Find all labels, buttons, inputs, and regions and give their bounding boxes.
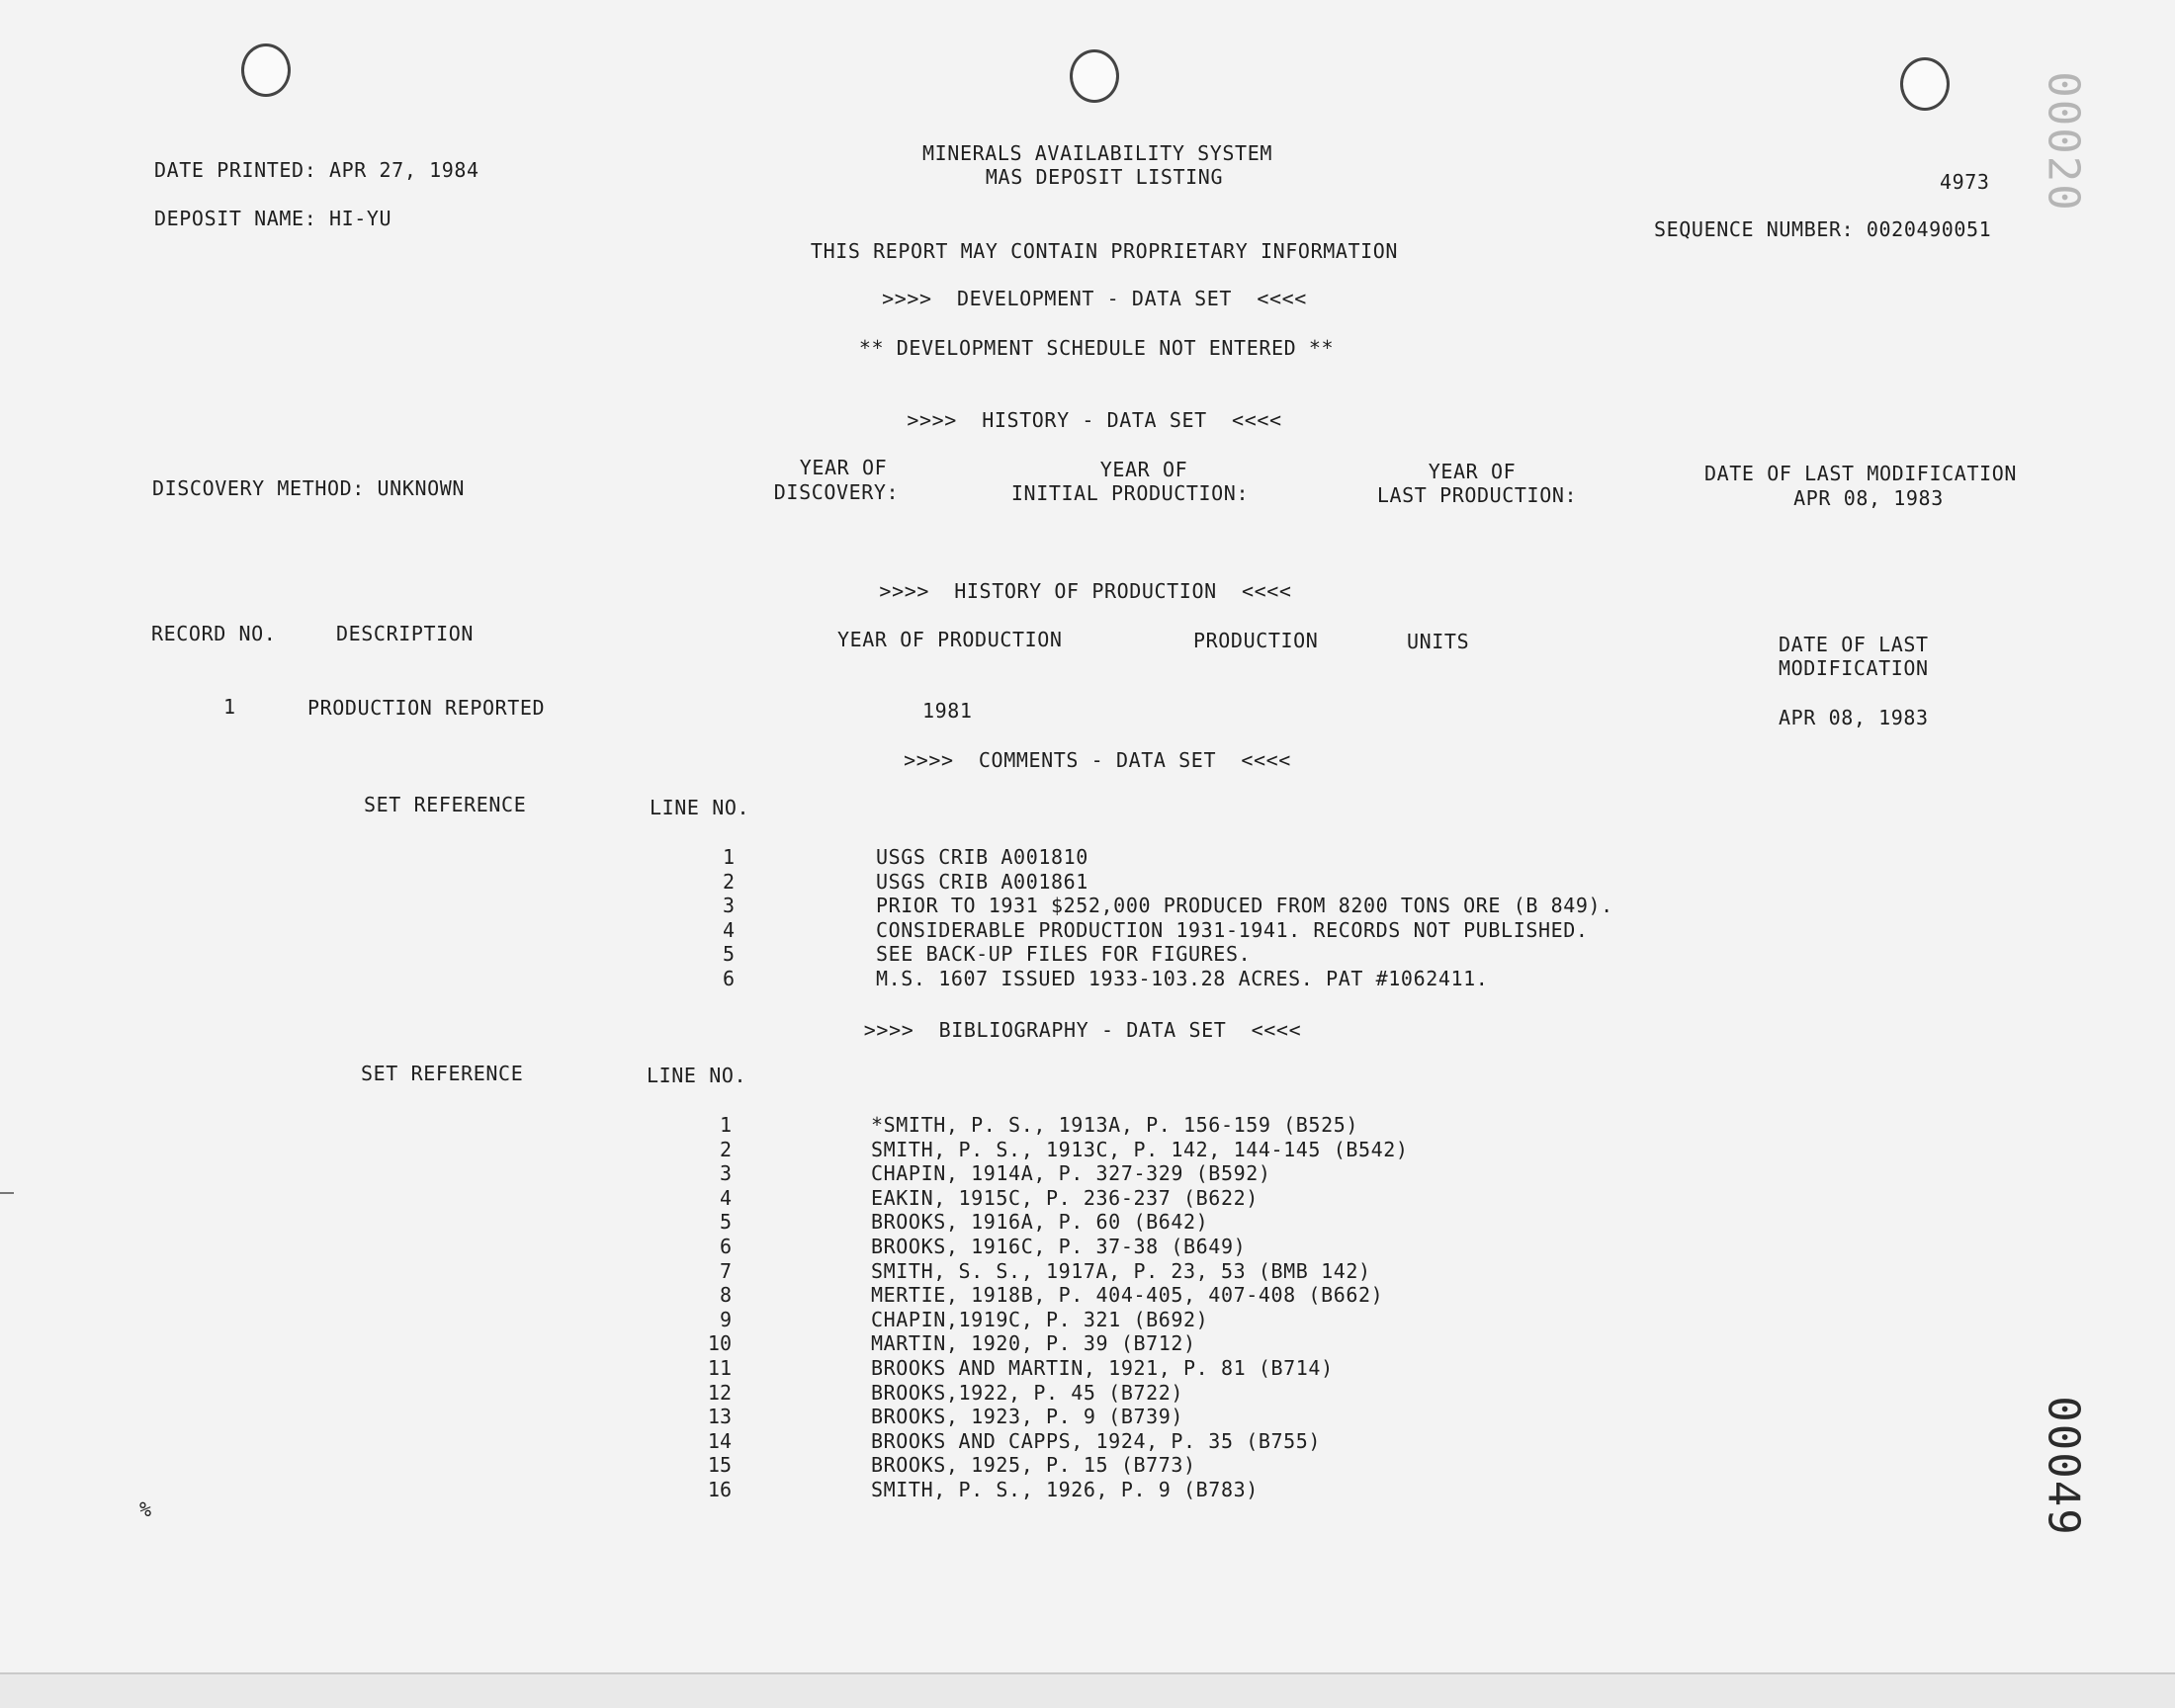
line-number: 2 — [719, 1137, 732, 1161]
history-heading: >>>> HISTORY - DATA SET <<<< — [907, 408, 1282, 432]
line-text: CONSIDERABLE PRODUCTION 1931-1941. RECORDS NOT PUBLISHED. — [876, 917, 1589, 942]
line-text: BROOKS, 1925, P. 15 (B773) — [871, 1453, 1196, 1478]
page-stamp-top: 00020 — [2038, 71, 2089, 213]
line-text: MARTIN, 1920, P. 39 (B712) — [871, 1331, 1196, 1356]
deposit-name: DEPOSIT NAME: HI-YU — [154, 207, 392, 230]
line-number: 12 — [707, 1380, 732, 1405]
comments-col-set-reference: SET REFERENCE — [364, 793, 527, 816]
line-text: SMITH, P. S., 1913C, P. 142, 144-145 (B542) — [871, 1137, 1409, 1161]
line-text: SEE BACK-UP FILES FOR FIGURES. — [876, 942, 1252, 967]
line-text: *SMITH, P. S., 1913A, P. 156-159 (B525) — [871, 1113, 1358, 1137]
line-number: 13 — [707, 1405, 732, 1429]
line-number: 2 — [722, 869, 735, 894]
line-text: EAKIN, 1915C, P. 236-237 (B622) — [871, 1185, 1259, 1210]
line-number: 15 — [707, 1453, 732, 1478]
line-text: M.S. 1607 ISSUED 1933-103.28 ACRES. PAT #1062411. — [876, 966, 1489, 990]
year-discovery-label-2: DISCOVERY: — [773, 480, 900, 504]
punch-hole-left — [241, 43, 291, 97]
line-text: USGS CRIB A001861 — [876, 869, 1088, 894]
sequence-number: SEQUENCE NUMBER: 0020490051 — [1654, 217, 1992, 241]
col-year-of-production: YEAR OF PRODUCTION — [837, 628, 1063, 651]
bibliography-heading: >>>> BIBLIOGRAPHY - DATA SET <<<< — [863, 1018, 1302, 1042]
date-printed: DATE PRINTED: APR 27, 1984 — [154, 158, 479, 182]
col-production: PRODUCTION — [1193, 629, 1319, 652]
line-number: 1 — [719, 1113, 732, 1137]
line-text: BROOKS, 1916C, P. 37-38 (B649) — [871, 1234, 1247, 1258]
proprietary-notice: THIS REPORT MAY CONTAIN PROPRIETARY INFORMATION — [810, 239, 1399, 263]
line-text: MERTIE, 1918B, P. 404-405, 407-408 (B662) — [871, 1283, 1384, 1308]
discovery-method: DISCOVERY METHOD: UNKNOWN — [152, 476, 466, 500]
line-number: 16 — [707, 1477, 732, 1501]
line-text: SMITH, S. S., 1917A, P. 23, 53 (BMB 142) — [871, 1258, 1371, 1283]
line-number: 14 — [707, 1428, 732, 1453]
year-last-label-2: LAST PRODUCTION: — [1376, 483, 1578, 507]
production-record-no: 1 — [223, 695, 236, 719]
last-modification-value: APR 08, 1983 — [1793, 486, 1944, 510]
listing-title: MAS DEPOSIT LISTING — [985, 165, 1224, 189]
line-number: 8 — [719, 1283, 732, 1308]
line-number: 3 — [722, 894, 735, 918]
comments-heading: >>>> COMMENTS - DATA SET <<<< — [904, 748, 1291, 772]
bibliography-col-set-reference: SET REFERENCE — [361, 1062, 524, 1085]
production-description: PRODUCTION REPORTED — [307, 696, 546, 720]
line-number: 11 — [707, 1355, 732, 1380]
line-number: 6 — [722, 966, 735, 990]
production-heading: >>>> HISTORY OF PRODUCTION <<<< — [879, 579, 1292, 603]
development-heading: >>>> DEVELOPMENT - DATA SET <<<< — [882, 287, 1307, 310]
line-number: 9 — [719, 1307, 732, 1331]
line-text: BROOKS,1922, P. 45 (B722) — [871, 1380, 1184, 1405]
line-text: CHAPIN,1919C, P. 321 (B692) — [871, 1307, 1209, 1331]
bibliography-col-line-no: LINE NO. — [647, 1064, 747, 1087]
comments-col-line-no: LINE NO. — [650, 796, 750, 819]
line-text: BROOKS, 1916A, P. 60 (B642) — [871, 1210, 1209, 1235]
line-number: 4 — [719, 1185, 732, 1210]
production-last-mod: APR 08, 1983 — [1779, 706, 1929, 729]
punch-hole-right — [1900, 57, 1950, 111]
col-units: UNITS — [1407, 630, 1470, 653]
line-text: PRIOR TO 1931 $252,000 PRODUCED FROM 8200 TONS ORE (B 849). — [876, 894, 1613, 918]
year-initial-label-1: YEAR OF — [1099, 458, 1188, 481]
line-number: 10 — [707, 1331, 732, 1356]
punch-hole-center — [1070, 49, 1119, 103]
line-text: BROOKS, 1923, P. 9 (B739) — [871, 1405, 1184, 1429]
production-year: 1981 — [922, 699, 973, 723]
line-number: 4 — [722, 917, 735, 942]
line-text: CHAPIN, 1914A, P. 327-329 (B592) — [871, 1161, 1271, 1186]
page-stamp-bottom: 00049 — [2038, 1396, 2089, 1537]
col-record-no: RECORD NO. — [151, 622, 277, 645]
percent-mark: % — [139, 1497, 152, 1521]
line-number: 5 — [719, 1210, 732, 1235]
year-discovery-label-1: YEAR OF — [799, 456, 888, 479]
development-note: ** DEVELOPMENT SCHEDULE NOT ENTERED ** — [858, 336, 1335, 360]
col-last-mod-2: MODIFICATION — [1779, 656, 1929, 680]
line-number: 5 — [722, 942, 735, 967]
line-number: 6 — [719, 1234, 732, 1258]
col-last-mod-1: DATE OF LAST — [1779, 633, 1929, 656]
system-title: MINERALS AVAILABILITY SYSTEM — [922, 141, 1272, 165]
line-text: SMITH, P. S., 1926, P. 9 (B783) — [871, 1477, 1259, 1501]
page-number: 4973 — [1940, 170, 1990, 194]
year-initial-label-2: INITIAL PRODUCTION: — [1010, 481, 1250, 505]
last-modification-label: DATE OF LAST MODIFICATION — [1703, 462, 2018, 485]
col-description: DESCRIPTION — [336, 622, 475, 645]
year-last-label-1: YEAR OF — [1428, 460, 1517, 483]
line-number: 7 — [719, 1258, 732, 1283]
line-number: 3 — [719, 1161, 732, 1186]
line-text: BROOKS AND CAPPS, 1924, P. 35 (B755) — [871, 1428, 1322, 1453]
line-text: BROOKS AND MARTIN, 1921, P. 81 (B714) — [871, 1355, 1334, 1380]
page-edge-mark — [0, 1192, 14, 1194]
line-number: 1 — [722, 845, 735, 869]
line-text: USGS CRIB A001810 — [876, 845, 1088, 869]
